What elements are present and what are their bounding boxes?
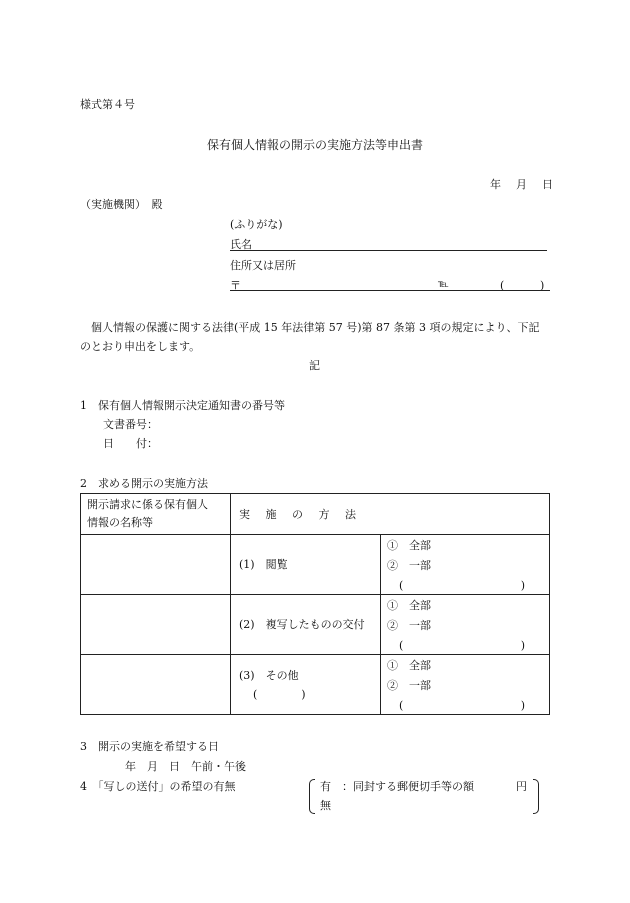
option-paren-open: ( [399,699,404,712]
yen-label: 円 [516,780,527,793]
info-name-cell[interactable] [81,595,231,655]
method-cell [231,535,381,595]
left-bracket-icon [309,779,315,814]
section1-heading: 1 保有個人情報開示決定通知書の番号等 [80,399,285,412]
right-bracket-icon [533,779,539,814]
option-paren-close: ) [520,579,525,592]
header-info-name-line1: 開示請求に係る保有個人 [87,498,208,511]
doc-date-label: 日 付： [103,437,158,450]
header-info-name [81,494,231,535]
info-name-cell[interactable] [81,655,231,715]
form-number: 様式第４号 [80,98,135,111]
ki-label: 記 [309,359,320,372]
name-label: 氏名 [230,238,252,251]
option-partial[interactable]: ② 一部 [387,619,431,632]
option-paren-open: ( [399,579,404,592]
option-cell [381,595,550,655]
option-all[interactable]: ① 全部 [387,539,431,552]
name-underline[interactable] [230,250,547,251]
method-label: (1) 閲覧 [239,558,288,571]
tel-paren-close: ) [540,279,545,292]
furigana-label: (ふりがな) [230,218,283,231]
table-row [81,535,550,595]
table-header-row [81,494,550,535]
section4-heading: 4 「写しの送付」の希望の有無 [80,780,236,793]
info-name-cell[interactable] [81,535,231,595]
method-other-paren[interactable]: ( ) [253,687,306,701]
option-all[interactable]: ① 全部 [387,659,431,672]
option-partial[interactable]: ② 一部 [387,679,431,692]
doc-number-label: 文書番号： [103,418,158,431]
option-cell [381,655,550,715]
page-title: 保有個人情報の開示の実施方法等申出書 [206,138,423,152]
intro-line-2: のとおり申出をします。 [80,340,201,353]
table-row [81,595,550,655]
address-underline[interactable] [230,290,550,291]
option-paren-close: ) [520,699,525,712]
postal-mark: 〒 [230,279,241,292]
option-all[interactable]: ① 全部 [387,599,431,612]
table-row [81,655,550,715]
tel-paren-open: ( [500,279,505,292]
header-method: 実 施 の 方 法 [231,494,550,535]
option-cell [381,535,550,595]
address-label: 住所又は居所 [230,259,296,272]
option-paren-open: ( [399,639,404,652]
section2-heading: 2 求める開示の実施方法 [80,477,208,490]
disclosure-method-table [80,493,550,715]
section3-heading: 3 開示の実施を希望する日 [80,740,219,753]
option-yes[interactable]: 有 ：同封する郵便切手等の額 [320,780,474,793]
intro-line-1: 個人情報の保護に関する法律(平成 15 年法律第 57 号)第 87 条第 3 項の規定により、下記 [91,321,540,334]
header-info-name-line2: 情報の名称等 [87,516,153,529]
tel-icon: ℡ [438,279,449,290]
option-paren-close: ) [520,639,525,652]
method-cell [231,595,381,655]
date-line: 年 月 日 [490,178,555,191]
method-label: (3) その他 [239,668,299,682]
option-partial[interactable]: ② 一部 [387,559,431,572]
addressee: （実施機関） 殿 [80,198,163,211]
section3-date-line: 年 月 日 午前・午後 [125,760,246,773]
option-no[interactable]: 無 [320,799,331,812]
method-label: (2) 複写したものの交付 [239,618,365,631]
method-cell [231,655,381,715]
